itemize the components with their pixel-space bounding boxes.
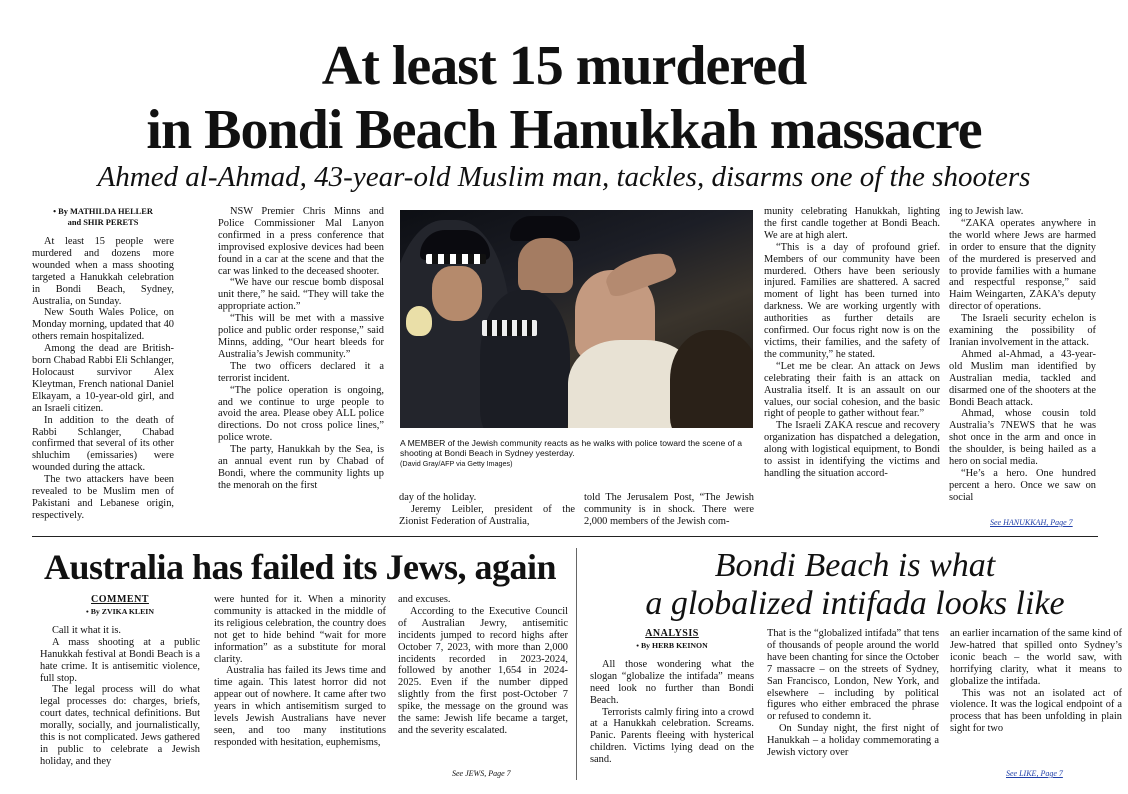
bondi-article-title-line1: Bondi Beach is what [714, 547, 996, 584]
australia-column-1-text [40, 625, 200, 768]
australia-column-2-text [214, 594, 386, 749]
bondi-continued-link[interactable]: See LIKE, Page 7 [1006, 769, 1063, 778]
paragraph: Jeremy Leibler, president of the Zionist Federation of Australia, [399, 503, 575, 527]
paragraph: Among the dead are British-born Chabad Rabbi Eli Schlanger, Holocaust survivor Alex Kleytman, French national Daniel Elkayam, a 10-year-old girl, and an Israeli citizen. [32, 343, 174, 414]
main-headline-line2: in Bondi Beach Hanukkah massacre [146, 99, 982, 161]
paragraph: According to the Executive Council of Australian Jewry, antisemitic incidents jumped to record highs after October 7, 2023, with more than 2,000 incidents recorded in 2023-2024, followed by another 1,654 in 2024-2025. Even if the number dipped slightly from the first post-October 7 spike, the message on the ground was the same: Jewish life became a target, and the severity escalated. [398, 605, 568, 736]
paragraph: “This will be met with a massive police and public order response,” said Minns, adding, “Our heart bleeds for Australia’s Jewish community.” [218, 313, 384, 360]
main-column-5-text [949, 206, 1096, 504]
bondi-column-3 [950, 628, 1122, 764]
main-article-column-4 [764, 206, 940, 530]
paragraph: The Israeli security echelon is examining the possibility of Iranian involvement in the attack. [949, 313, 1096, 348]
main-article-column-3b [584, 492, 754, 532]
australia-byline: • By ZVIKA KLEIN [86, 606, 154, 616]
paragraph: New South Wales Police, on Monday morning, updated that 40 others remain hospitalized. [32, 307, 174, 343]
main-byline-line1: • By MATHILDA HELLER [53, 207, 153, 216]
paragraph: The legal process will do what legal processes do: charges, briefs, court dates, technical definitions. But morally, socially, and journalistically, this is not complicated. Jews gathered in public to celebrate a Jewish holiday, and they [40, 684, 200, 767]
paragraph: Ahmed al-Ahmad, a 43-year-old Muslim man identified by Australian media, tackled and disarmed one of the shooters at the Bondi Beach attack. [949, 348, 1096, 408]
main-article-column-2 [218, 206, 384, 530]
bondi-kicker: ANALYSIS [645, 628, 699, 639]
main-column-2-text [218, 206, 384, 492]
paragraph: NSW Premier Chris Minns and Police Commissioner Mal Lanyon confirmed in a press conference that improvised explosive devices had been found in a car at the scene and that the car was linked to the deceased shooter. [218, 206, 384, 277]
main-byline [32, 206, 174, 228]
paragraph: That is the “globalized intifada” that tens of thousands of people around the world have been chanting for since the October 7 massacre – on the streets of Sydney, San Francisco, London, New York, and elsewhere – including by political figures who either embraced the phrase or refused to condemn it. [767, 628, 939, 723]
paragraph: This was not an isolated act of violence. It was the logical endpoint of a process that has been unfolding in plain sight for two [950, 687, 1122, 735]
australia-kicker: COMMENT [91, 594, 149, 605]
paragraph: ing to Jewish law. [949, 206, 1024, 217]
bondi-byline: • By HERB KEINON [636, 640, 708, 650]
paragraph: Call it what it is. [52, 624, 121, 636]
paragraph: munity celebrating Hanukkah, lighting the first candle together at Bondi Beach. We are at high alert. [764, 206, 940, 241]
main-article-column-3a [399, 492, 575, 532]
main-column-3a-text [399, 492, 575, 528]
paragraph: All those wondering what the slogan “globalize the intifada” means need look no further than Bondi Beach. [590, 658, 754, 706]
paragraph: “ZAKA operates anywhere in the world where Jews are harmed in order to ensure that the dignity of the murdered is preserved and to provide families with a humane and respectful response,” said Haim Weingarten, ZAKA’s deputy director of operations. [949, 217, 1096, 313]
column-divider [576, 548, 577, 780]
australia-column-2 [214, 594, 386, 788]
paragraph: Ahmad, whose cousin told Australia’s 7NEWS that he was shot once in the arm and once in the shoulder, is being hailed as a hero on social media. [949, 408, 1096, 468]
paragraph: “Let me be clear. An attack on Jews celebrating their faith is an attack on Australia itself. It is an assault on our values, our social cohesion, and the basic right of people to gather without fear.” [764, 360, 940, 420]
bondi-column-2-text [767, 628, 939, 759]
paragraph: Terrorists calmly firing into a crowd at a Hanukkah celebration. Screams. Panic. Parents fleeing with hysterical children. Victims lying dead on the sand. [590, 706, 754, 766]
australia-column-3-text [398, 594, 568, 737]
photo-caption-text: A MEMBER of the Jewish community reacts as he walks with police toward the scene of a shooting at Bondi Beach in Sydney yesterday. [400, 438, 742, 459]
bondi-column-1-text [590, 659, 754, 766]
main-column-1-text [32, 236, 174, 522]
photo-credit: (David Gray/AFP via Getty Images) [400, 459, 513, 469]
paragraph: The two officers declared it a terrorist incident. [218, 360, 384, 384]
paragraph: were hunted for it. When a minority community is attacked in the middle of its religious celebration, the country does not get to hide behind “wait for more information” as a substitute for moral clarity. [214, 594, 386, 665]
paragraph: day of the holiday. [399, 492, 477, 503]
main-column-3b-text [584, 492, 754, 528]
paragraph: A mass shooting at a public Hanukkah festival at Bondi Beach is a hate crime. It is antisemitic violence, full stop. [40, 636, 200, 684]
main-article-column-5 [949, 206, 1096, 506]
bondi-article-title-line2: a globalized intifada looks like [645, 585, 1065, 622]
main-headline-line1: At least 15 murdered [321, 35, 807, 97]
paragraph: The Israeli ZAKA rescue and recovery organization has dispatched a delegation, along with logistical equipment, to Bondi to assist in identifying the victims and handling the situation accord- [764, 420, 940, 479]
bondi-column-2 [767, 628, 939, 788]
paragraph: told The Jerusalem Post, “The Jewish community is in shock. There were 2,000 members of the Jewish com- [584, 492, 754, 527]
main-column-4-text [764, 206, 940, 480]
paragraph: The two attackers have been revealed to be Muslim men of Pakistani and Lebanese origin, respectively. [32, 474, 174, 521]
main-subheadline: Ahmed al-Ahmad, 43-year-old Muslim man, tackles, disarms one of the shooters [97, 161, 1031, 193]
paragraph: and excuses. [398, 594, 451, 605]
main-continued-link[interactable]: See HANUKKAH, Page 7 [990, 518, 1073, 527]
news-photo [400, 210, 753, 428]
paragraph: “This is a day of profound grief. Members of our community have been murdered. Others have been seriously injured. Families are shattered. A sacred moment of light has been turned into darkness. We are working urgently with authorities as further details are confirmed. Our focus right now is on the victims, their families, and the safety of the community,” he stated. [764, 241, 940, 360]
main-article-column-1 [32, 206, 174, 530]
australia-column-3 [398, 594, 568, 764]
australia-continued-ref: See JEWS, Page 7 [452, 769, 511, 778]
australia-article-title: Australia has failed its Jews, again [43, 547, 557, 587]
paragraph: Australia has failed its Jews time and time again. This latest horror did not appear out of nowhere. It came after two years in which antisemitism surged to levels Jewish Australians have never seen, and too many institutions responded with hesitation, euphemisms, [214, 665, 386, 748]
section-divider [32, 536, 1098, 537]
photo-caption [400, 438, 753, 470]
paragraph: On Sunday night, the first night of Hanukkah – a holiday commemorating a Jewish victory over [767, 723, 939, 759]
bondi-column-3-text [950, 628, 1122, 735]
paragraph: “We have our rescue bomb disposal unit there,” he said. “They will take the appropriate action.” [218, 277, 384, 313]
paragraph: an earlier incarnation of the same kind of Jew-hatred that spilled onto Sydney’s iconic beach – the world saw, with horrifying clarity, what it means to globalize the intifada. [950, 628, 1122, 687]
paragraph: The party, Hanukkah by the Sea, is an annual event run by Chabad of Bondi, where the community lights up the menorah on the first [218, 444, 384, 491]
main-byline-line2: and SHIR PERETS [67, 218, 139, 227]
paragraph: At least 15 people were murdered and dozens more wounded when a mass shooting targeted a Hanukkah celebration in Bondi Beach, Sydney, Australia, on Sunday. [32, 236, 174, 307]
paragraph: “The police operation is ongoing, and we continue to urge people to avoid the area. Please obey ALL police directions. Do not cross police lines,” police wrote. [218, 384, 384, 444]
australia-column-1 [40, 594, 200, 788]
bondi-column-1 [590, 628, 754, 788]
paragraph: “He’s a hero. One hundred percent a hero. Once we saw on social [949, 467, 1096, 503]
paragraph: In addition to the death of Rabbi Schlanger, Chabad confirmed that several of its other shluchim (emissaries) were wounded during the attack. [32, 414, 174, 474]
